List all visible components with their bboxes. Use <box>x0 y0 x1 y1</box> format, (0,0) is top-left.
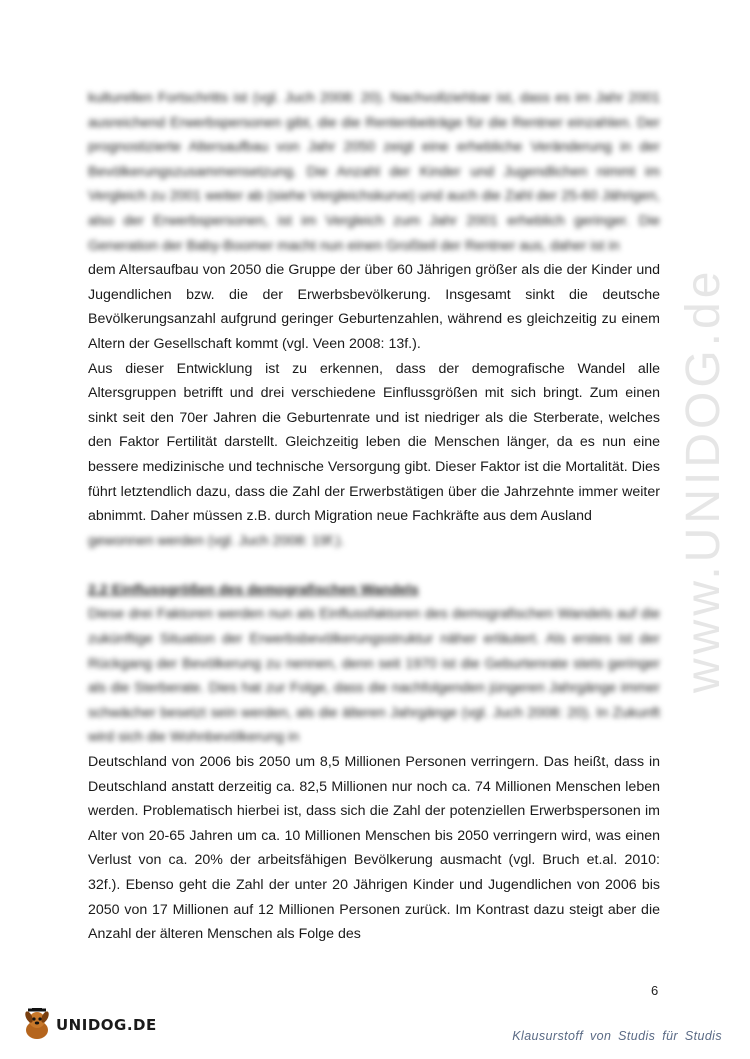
page-number: 6 <box>651 983 659 998</box>
paragraph-1: dem Altersaufbau von 2050 die Gruppe der über 60 Jährigen größer als die der Kinder und Jugendlichen bzw. die der Erwerbsbevölkerung. Insgesamt sinkt die deutsche Bevölkerungsanzahl aufgrund geringer Geburtenzahlen, während es gleichzeitig zu einem Altern der Gesellschaft kommt (vgl. Veen 2008: 13f.). <box>88 262 660 352</box>
paragraph-2: Aus dieser Entwicklung ist zu erkennen, dass der demografische Wandel alle Altersgruppen betrifft und drei verschiedene Einflussgrößen mit sich bringt. Zum einen sinkt seit den 70er Jahren die Geburtenrate und ist niedriger als die Sterberate, welches den Faktor Fertilität darstellt. Gleichzeitig leben die Menschen länger, da es nun eine bessere medizinische und technische Versorgung gibt. Dieser Faktor ist die Mortalität. Dies führt letztendlich dazu, dass die Zahl der Erwerbstätigen über die Jahrzehnte immer weiter abnimmt. Daher müssen z.B. durch Migration neue Fachkräfte aus dem Ausland <box>88 360 660 525</box>
unidog-logo <box>20 1006 160 1044</box>
section-heading: 2.2 Einflussgrößen des demografischen Wandels <box>88 581 419 598</box>
logo-text: UNIDOG.DE <box>56 1016 157 1034</box>
watermark: www.UNIDOG.de <box>677 267 730 693</box>
blurred-paragraph-top: kulturellen Fortschritts ist (vgl. Juch 2008: 20). Nachvollziehbar ist, dass es im Jahr 2001 ausreichend Erwerbspersonen gibt, die die Rentenbeiträge für die Rentner einzahlen. Der prognostizierte Altersaufbau von Jahr 2050 zeigt eine erhebliche Veränderung in der Bevölkerungszusammensetzung. Die Anzahl der Kinder und Jugendlichen nimmt im Vergleich zu 2001 weiter ab (siehe Vergleichskurve) und auch die Zahl der 25-60 Jährigen, also der Erwerbspersonen, ist im Vergleich zum Jahr 2001 erheblich geringer. Die Generation der Baby-Boomer macht nun einen Großteil der Rentner aus, daher ist in <box>88 90 660 254</box>
blurred-paragraph-middle: Diese drei Faktoren werden nun als Einflussfaktoren des demografischen Wandels auf die zukünftige Situation der Erwerbsbevölkerungsstruktur näher erläutert. Als erstes ist der Rückgang der Bevölkerung zu nennen, denn seit 1970 ist die Geburtenrate stets geringer als die Sterberate. Dies hat zur Folge, dass die nachfolgenden jüngeren Jahrgänge immer schwächer besetzt sein werden, als die älteren Jahrgänge (vgl. Juch 2008: 20). In Zukunft wird sich die Wohnbevölkerung in <box>88 606 660 746</box>
paragraph-3: Deutschland von 2006 bis 2050 um 8,5 Millionen Personen verringern. Das heißt, dass in Deutschland anstatt derzeitig ca. 82,5 Millionen nur noch ca. 74 Millionen Menschen leben werden. Problematisch hierbei ist, dass sich die Zahl der potenziellen Erwerbspersonen im Alter von 20-65 Jahren um ca. 10 Millionen Menschen bis 2050 verringern wird, was einen Verlust von ca. 20% der arbeitsfähigen Bevölkerung ausmacht (vgl. Bruch et.al. 2010: 32f.). Ebenso geht die Zahl der unter 20 Jährigen Kinder und Jugendlichen von 2006 bis 2050 von 17 Millionen auf 12 Millionen Personen zurück. Im Kontrast dazu steigt aber die Anzahl der älteren Menschen als Folge des <box>88 754 660 943</box>
document-body <box>88 86 660 947</box>
dog-icon <box>20 1008 54 1042</box>
spacer <box>88 553 660 578</box>
footer-tagline: Klausurstoff von Studis für Studis <box>512 1029 722 1043</box>
blurred-paragraph-2-end: gewonnen werden (vgl. Juch 2008: 19f.). <box>88 532 345 549</box>
